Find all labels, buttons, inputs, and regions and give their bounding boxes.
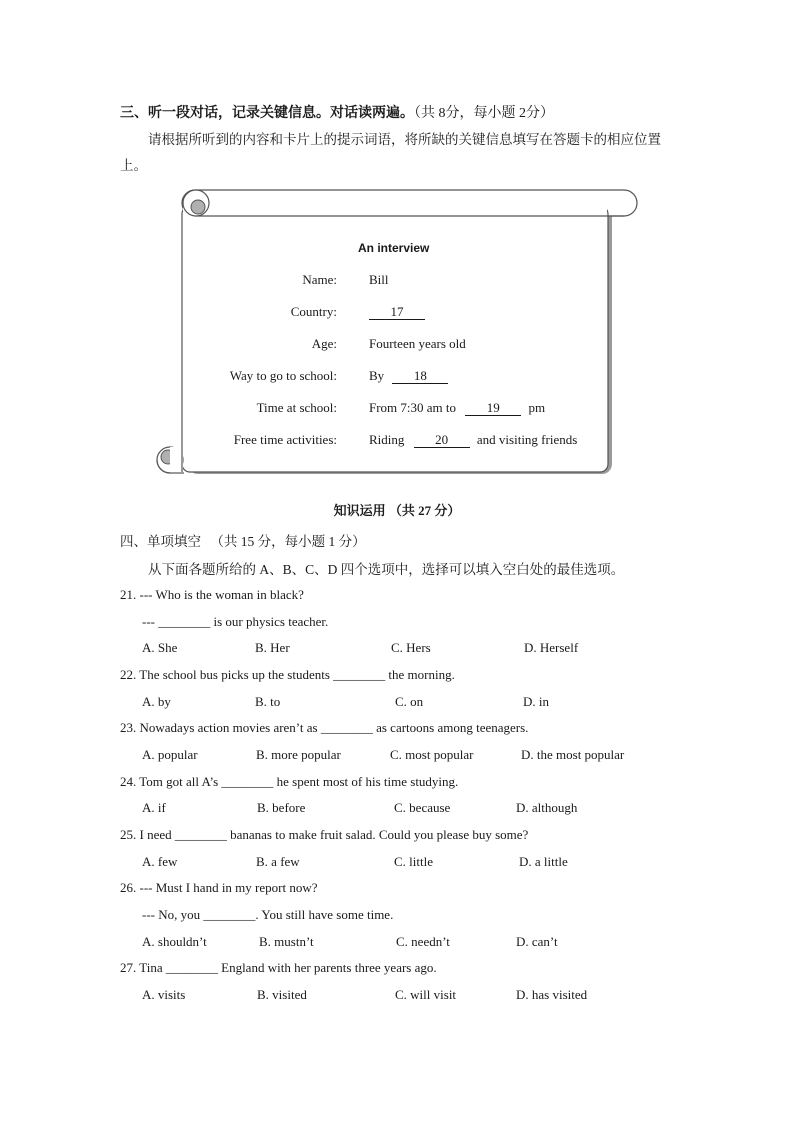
question-21-stem: 21. --- Who is the woman in black? bbox=[120, 587, 304, 602]
question-24-option-a[interactable]: A. if bbox=[142, 800, 166, 815]
row-value-time-suffix: pm bbox=[528, 400, 546, 415]
question-27-option-b[interactable]: B. visited bbox=[257, 987, 307, 1002]
question-21-option-b[interactable]: B. Her bbox=[255, 640, 290, 655]
section3-instruction-cont: 上。 bbox=[120, 158, 147, 173]
question-26-stem-2: --- No, you ________. You still have some time. bbox=[142, 907, 394, 922]
section3-note: （共 8分，每小题 2分） bbox=[414, 106, 554, 121]
section4-instruction: 从下面各题所给的 A、B、C、D 四个选项中，选择可以填入空白处的最佳选项。 bbox=[148, 562, 625, 577]
question-25-stem: 25. I need ________ bananas to make fruit salad. Could you please buy some? bbox=[120, 827, 529, 842]
question-25-option-b[interactable]: B. a few bbox=[256, 854, 300, 869]
row-label-name: Name: bbox=[302, 272, 337, 287]
question-22-option-c[interactable]: C. on bbox=[395, 694, 424, 709]
row-label-free-time: Free time activities: bbox=[233, 432, 337, 447]
section4-heading bbox=[120, 530, 366, 550]
row-value-way bbox=[369, 368, 448, 384]
row-label-age: Age: bbox=[311, 336, 337, 351]
question-26-option-b[interactable]: B. mustn’t bbox=[259, 934, 314, 949]
question-24-option-b[interactable]: B. before bbox=[257, 800, 306, 815]
question-27-option-d[interactable]: D. has visited bbox=[516, 987, 588, 1002]
question-26-stem: 26. --- Must I hand in my report now? bbox=[120, 880, 318, 895]
question-21-stem-2: --- ________ is our physics teacher. bbox=[142, 614, 329, 629]
question-21-option-d[interactable]: D. Herself bbox=[524, 640, 579, 655]
row-value-name: Bill bbox=[369, 272, 389, 287]
row-value-time bbox=[369, 400, 545, 416]
question-24-option-c[interactable]: C. because bbox=[394, 800, 451, 815]
blank-20: 20 bbox=[414, 433, 470, 448]
row-value-country bbox=[369, 304, 425, 320]
question-25-option-c[interactable]: C. little bbox=[394, 854, 433, 869]
question-23-option-a[interactable]: A. popular bbox=[142, 747, 198, 762]
question-26-option-a[interactable]: A. shouldn’t bbox=[142, 934, 207, 949]
row-value-age: Fourteen years old bbox=[369, 336, 466, 351]
question-27-stem: 27. Tina ________ England with her parents three years ago. bbox=[120, 960, 437, 975]
question-27-option-c[interactable]: C. will visit bbox=[395, 987, 457, 1002]
row-label-way: Way to go to school: bbox=[229, 368, 337, 383]
section4-note: （共 15 分，每小题 1 分） bbox=[210, 534, 366, 549]
question-27-option-a[interactable]: A. visits bbox=[142, 987, 186, 1002]
row-value-free-suffix: and visiting friends bbox=[476, 432, 578, 447]
section4-title: 四、单项填空 bbox=[120, 534, 201, 549]
row-value-way-prefix: By bbox=[369, 368, 385, 383]
question-22-option-a[interactable]: A. by bbox=[142, 694, 171, 709]
knowledge-section-title: 知识运用 （共 27 分） bbox=[333, 503, 461, 518]
row-value-free-prefix: Riding bbox=[369, 432, 405, 447]
row-label-time: Time at school: bbox=[256, 400, 337, 415]
blank-17: 17 bbox=[369, 305, 425, 320]
section3-instruction: 请根据所听到的内容和卡片上的提示词语，将所缺的关键信息填写在答题卡的相应位置 bbox=[148, 132, 661, 147]
section3-heading bbox=[120, 102, 554, 122]
question-23-option-b[interactable]: B. more popular bbox=[256, 747, 341, 762]
question-26-option-c[interactable]: C. needn’t bbox=[396, 934, 450, 949]
row-label-country: Country: bbox=[290, 304, 337, 319]
question-23-option-d[interactable]: D. the most popular bbox=[521, 747, 625, 762]
blank-18: 18 bbox=[392, 369, 448, 384]
section3-title: 三、听一段对话，记录关键信息。对话读两遍。 bbox=[120, 106, 414, 121]
row-value-time-prefix: From 7:30 am to bbox=[369, 400, 457, 415]
question-26-option-d[interactable]: D. can’t bbox=[516, 934, 558, 949]
question-22-option-d[interactable]: D. in bbox=[523, 694, 549, 709]
question-24-stem: 24. Tom got all A’s ________ he spent most of his time studying. bbox=[120, 774, 459, 789]
question-22-stem: 22. The school bus picks up the students ________ the morning. bbox=[120, 667, 455, 682]
question-23-option-c[interactable]: C. most popular bbox=[390, 747, 474, 762]
question-25-option-d[interactable]: D. a little bbox=[519, 854, 568, 869]
question-24-option-d[interactable]: D. although bbox=[516, 800, 578, 815]
card-title: An interview bbox=[358, 241, 430, 255]
row-value-free-time bbox=[369, 432, 577, 448]
question-21-option-a[interactable]: A. She bbox=[142, 640, 178, 655]
question-25-option-a[interactable]: A. few bbox=[142, 854, 178, 869]
question-21-option-c[interactable]: C. Hers bbox=[391, 640, 431, 655]
blank-19: 19 bbox=[465, 401, 521, 416]
question-23-stem: 23. Nowadays action movies aren’t as ________ as cartoons among teenagers. bbox=[120, 720, 529, 735]
question-22-option-b[interactable]: B. to bbox=[255, 694, 281, 709]
